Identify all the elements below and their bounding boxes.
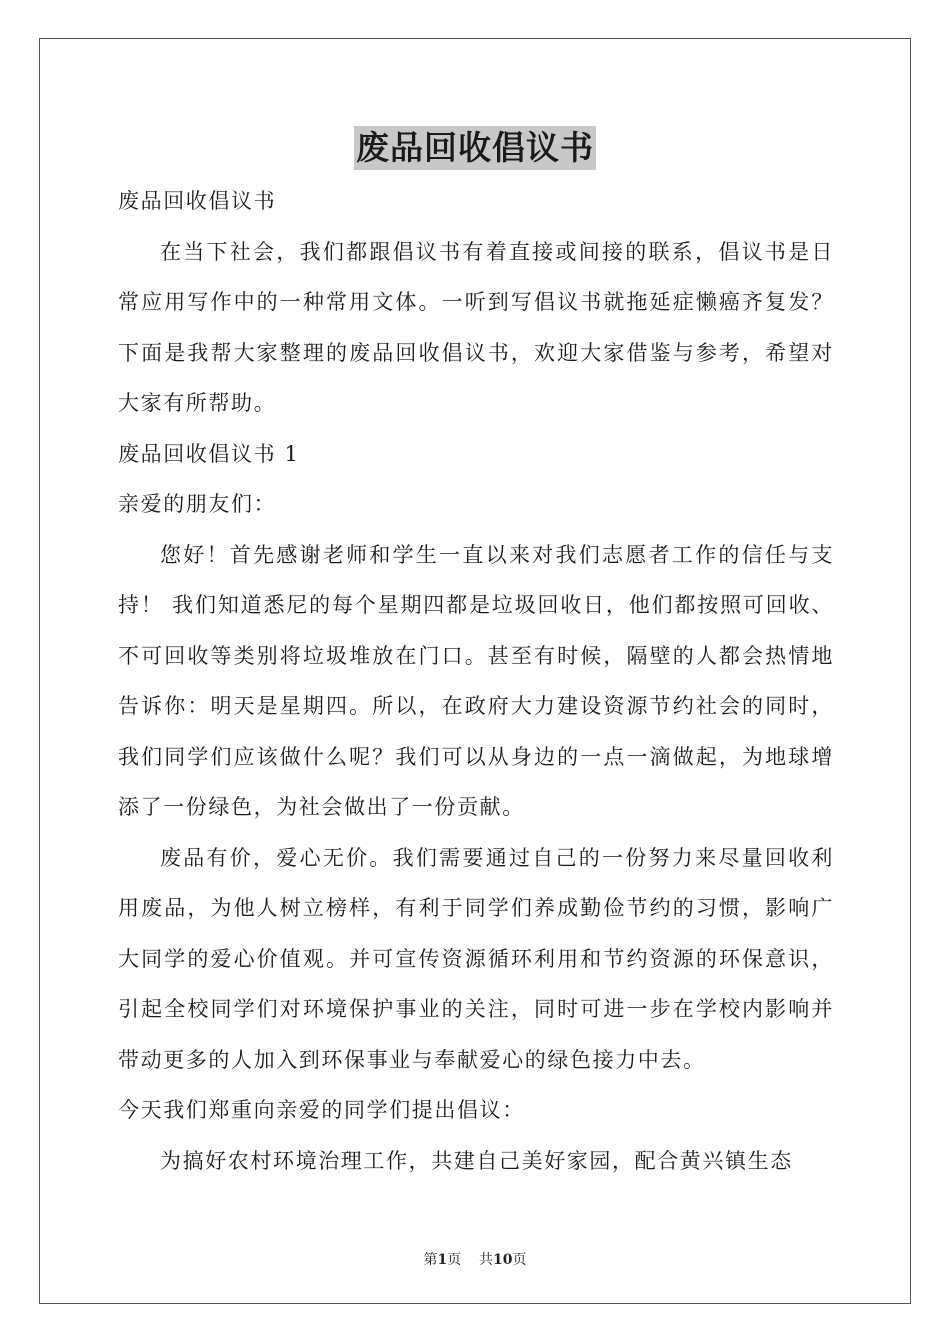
paragraph-intro: 在当下社会，我们都跟倡议书有着直接或间接的联系，倡议书是日常应用写作中的一种常用文体。一听到写倡议书就拖延症懒癌齐复发？下面是我帮大家整理的废品回收倡议书，欢迎大家借鉴与参考，希望对大家有所帮助。 (118, 239, 834, 415)
paragraph-proposal-lead: 今天我们郑重向亲爱的同学们提出倡议： (118, 1098, 525, 1122)
footer-total-suffix: 页 (512, 1252, 527, 1268)
paragraph-body-2: 废品有价，爱心无价。我们需要通过自己的一份努力来尽量回收利用废品，为他人树立榜样，有利于同学们养成勤俭节约的习惯，影响广大同学的爱心价值观。并可宣传资源循环利用和节约资源的环保意识，引起全校同学们对环境保护事业的关注，同时可进一步在学校内影响并带动更多的人加入到环保事业与奉献爱心的绿色接力中去。 (118, 845, 834, 1072)
paragraph-subtitle: 废品回收倡议书 (118, 189, 277, 213)
section-heading: 废品回收倡议书 1 (118, 441, 300, 466)
paragraph-body-1: 您好！首先感谢老师和学生一直以来对我们志愿者工作的信任与支持！ 我们知道悉尼的每个星期四都是垃圾回收日，他们都按照可回收、不可回收等类别将垃圾堆放在门口。甚至有时候，隔壁的人都会热情地告诉你：明天是星期四。所以，在政府大力建设资源节约社会的同时，我们同学们应该做什么呢？我们可以从身边的一点一滴做起，为地球增添了一份绿色，为社会做出了一份贡献。 (118, 542, 834, 819)
footer-page-prefix: 第 (423, 1252, 438, 1268)
page-footer (0, 1249, 950, 1269)
footer-page-number: 1 (437, 1252, 448, 1268)
salutation: 亲爱的朋友们： (118, 492, 277, 516)
footer-page-suffix: 页 (447, 1252, 462, 1268)
document-title (0, 126, 950, 170)
paragraph-body-3: 为搞好农村环境治理工作，共建自己美好家园，配合黄兴镇生态 (160, 1148, 793, 1173)
document-title-text: 废品回收倡议书 (354, 126, 596, 170)
footer-total-number: 10 (493, 1252, 513, 1268)
document-body (118, 176, 834, 1186)
footer-total-prefix: 共 (479, 1252, 494, 1268)
